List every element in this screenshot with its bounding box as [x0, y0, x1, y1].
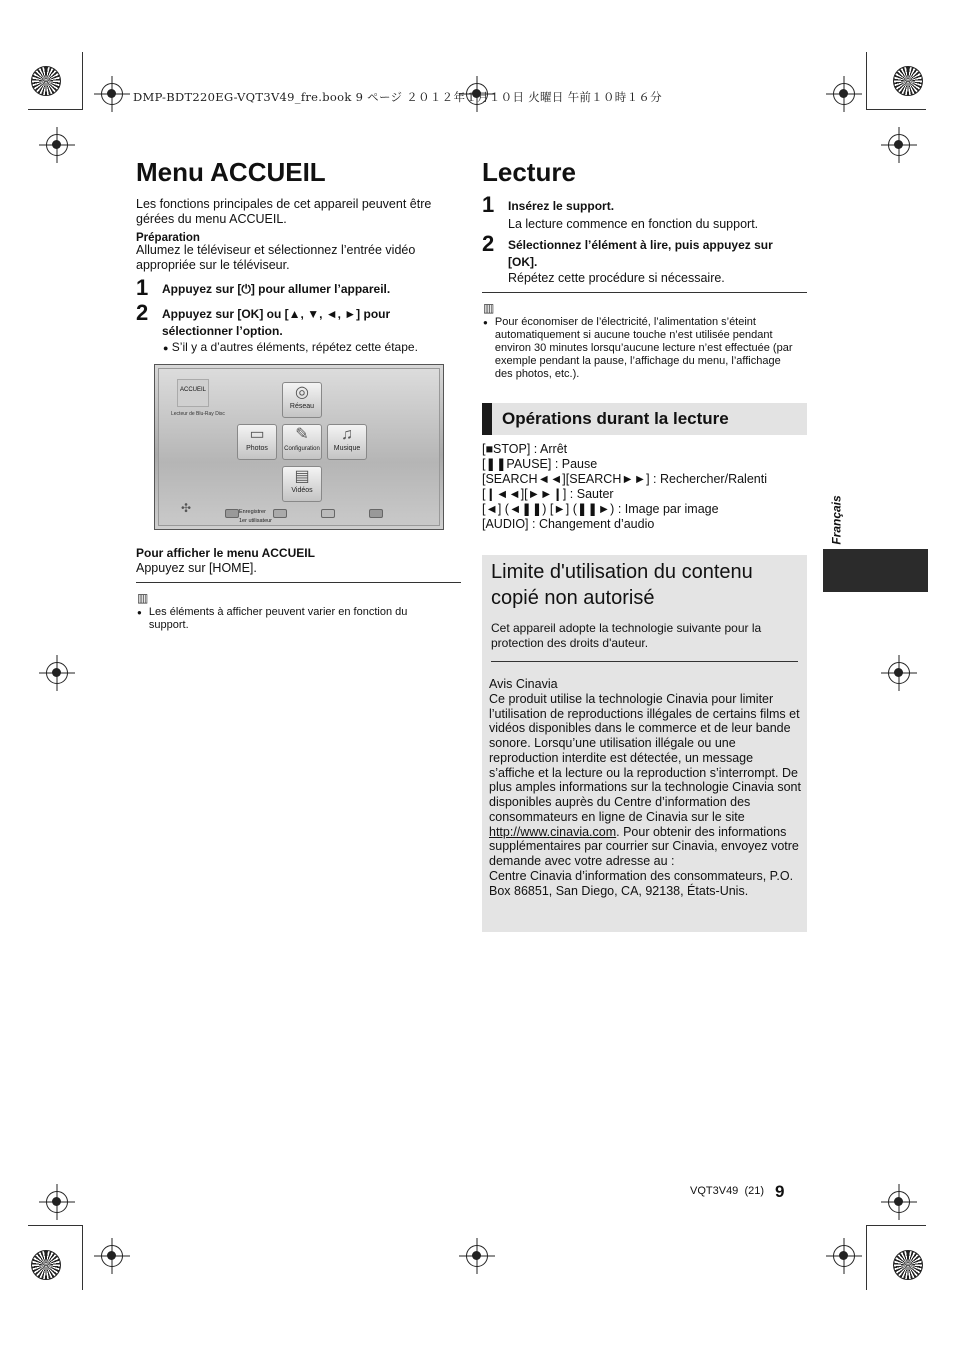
- crop-mark: [82, 1225, 83, 1290]
- crop-mark: [82, 52, 83, 109]
- step-text: Appuyez sur [OK] ou [▲, ▼, ◄, ►] pour sélectionner l’option.: [162, 307, 391, 338]
- red-button-icon: [225, 509, 239, 518]
- divider: [482, 292, 807, 293]
- operation-item: [■STOP] : Arrêt: [482, 442, 568, 456]
- operation-item: [◄] (◄❚❚) [►] (❚❚►) : Image par image: [482, 502, 719, 516]
- book-note-icon: ▥: [483, 301, 495, 315]
- step-bullet-text: S’il y a d’autres éléments, répétez cette étape.: [171, 340, 418, 354]
- registration-rosette-icon: [31, 1250, 61, 1280]
- crop-mark: [866, 109, 926, 110]
- step-number: 2: [482, 231, 495, 256]
- crosshair-target-icon: [101, 83, 123, 105]
- page-title-lecture: Lecture: [482, 157, 576, 187]
- globe-icon: ◎: [295, 384, 309, 401]
- bullet-icon: ●: [137, 608, 142, 617]
- page-number: 9: [775, 1182, 785, 1201]
- device-name: Lecteur de Blu-Ray Disc: [171, 411, 225, 417]
- cinavia-link[interactable]: http://www.cinavia.com: [489, 824, 617, 839]
- preparation-label: Préparation: [136, 232, 200, 244]
- operation-item: [SEARCH◄◄][SEARCH►►] : Rechercher/Ralenti: [482, 472, 767, 486]
- divider: [491, 661, 798, 662]
- crop-mark: [866, 1225, 867, 1290]
- crop-mark: [866, 52, 867, 109]
- step-subtext: Répétez cette procédure si nécessaire.: [508, 271, 725, 285]
- print-header-line: DMP-BDT220EG-VQT3V49_fre.book 9 ページ ２０１２年１月１０日 火曜日 午前１０時１６分: [133, 90, 662, 104]
- cinavia-heading: Limite d'utilisation du contenu copié non autorisé: [491, 561, 753, 609]
- registration-rosette-icon: [31, 66, 61, 96]
- book-note-icon: ▥: [137, 591, 149, 605]
- green-button-icon: [273, 509, 287, 518]
- step-subtext: La lecture commence en fonction du support.: [508, 217, 759, 231]
- operation-item: [❚❚PAUSE] : Pause: [482, 457, 598, 471]
- tile-photos: ▭ Photos: [237, 424, 277, 460]
- cinavia-address: Centre Cinavia d’information des consommateurs, P.O. Box 86851, San Diego, CA, 92138, États-Unis.: [489, 868, 794, 898]
- bullet-icon: ●: [163, 343, 169, 353]
- tile-configuration: ✎ Configuration: [282, 424, 322, 460]
- preparation-text: Allumez le téléviseur et sélectionnez l’entrée vidéo appropriée sur le téléviseur.: [136, 243, 416, 272]
- menu-accueil-label: ACCUEIL: [177, 379, 209, 407]
- note-text: Les éléments à afficher peuvent varier en fonction du support.: [148, 606, 408, 631]
- heading-marker: [482, 403, 492, 435]
- step-text: Insérez le support.: [508, 199, 615, 213]
- note-bullet: [137, 606, 447, 632]
- yellow-button-icon: [321, 509, 335, 518]
- film-icon: ▤: [294, 468, 310, 485]
- crosshair-target-icon: [46, 1191, 68, 1213]
- step-text: Appuyez sur [⏻] pour allumer l’appareil.: [162, 282, 391, 296]
- home-menu-screenshot: [154, 364, 444, 530]
- note-bullet: [483, 316, 803, 381]
- operations-list: [482, 442, 807, 532]
- section-heading-operations: [482, 403, 807, 435]
- section-heading-text: Opérations durant la lecture: [502, 409, 729, 428]
- crosshair-target-icon: [46, 134, 68, 156]
- footer-code: VQT3V49 (21): [690, 1185, 764, 1197]
- crop-mark: [866, 1225, 926, 1226]
- operation-item: [❙◄◄][►►❙] : Sauter: [482, 487, 614, 501]
- cinavia-notice-body: Ce produit utilise la technologie Cinavia pour limiter l’utilisation de reproductions illégales de certains films et vidéos disponibles dans le commerce et de leur bande sonore. Lorsqu’une utilisation illégale ou une reproduction interdite est détectée, un message s’affiche et la lecture ou la reproduction s’interrompt. De plus amples informations sur la technologie Cinavia sont disponibles auprès du Centre d’information des consommateurs en ligne de Cinavia sur le site http://www.cinavia.com. Pour obtenir des informations supplémentaires par courrier sur Cinavia, envoyez votre demande avec votre adresse au :: [489, 691, 801, 868]
- intro-text: Les fonctions principales de cet appareil peuvent être gérées du menu ACCUEIL.: [136, 197, 432, 226]
- crosshair-target-icon: [46, 662, 68, 684]
- crop-mark: [28, 109, 83, 110]
- registration-rosette-icon: [893, 1250, 923, 1280]
- tile-reseau: ◎ Réseau: [282, 382, 322, 418]
- language-side-label: Français: [829, 495, 844, 545]
- crosshair-target-icon: [466, 1245, 488, 1267]
- step-text: Sélectionnez l’élément à lire, puis appuyez sur [OK].: [508, 238, 773, 269]
- cinavia-notice-title: Avis Cinavia: [489, 677, 558, 691]
- note-text: Pour économiser de l’électricité, l’alimentation s’éteint automatiquement si aucune touche n’est utilisée pendant environ 30 minutes lorsqu’aucune lecture n’est effectuée (par exemple pendant la pause, l’affichage du menu, l’affichage des photos, etc.).: [494, 316, 793, 380]
- crosshair-target-icon: [833, 83, 855, 105]
- crosshair-target-icon: [833, 1245, 855, 1267]
- cinavia-intro: Cet appareil adopte la technologie suivante pour la protection des droits d'auteur.: [491, 621, 762, 650]
- crosshair-target-icon: [888, 134, 910, 156]
- step-number: 1: [482, 192, 495, 217]
- crosshair-target-icon: [888, 1191, 910, 1213]
- step-bullet: [163, 340, 453, 356]
- tools-icon: ✎: [295, 426, 309, 443]
- operation-item: [AUDIO] : Changement d’audio: [482, 517, 655, 531]
- cinavia-box: [482, 555, 807, 932]
- crosshair-target-icon: [888, 662, 910, 684]
- photos-icon: ▭: [249, 426, 265, 443]
- show-menu-label: Pour afficher le menu ACCUEIL: [136, 546, 315, 560]
- navigation-cross-icon: ✣: [181, 501, 192, 515]
- registration-rosette-icon: [893, 66, 923, 96]
- crop-mark: [28, 1225, 83, 1226]
- divider: [136, 582, 461, 583]
- language-side-tab: [823, 549, 928, 592]
- step-number: 2: [136, 300, 149, 325]
- cinavia-notice: [489, 677, 801, 898]
- page-title-menu-accueil: Menu ACCUEIL: [136, 157, 326, 187]
- step-number: 1: [136, 275, 149, 300]
- tile-musique: ♫ Musique: [327, 424, 367, 460]
- bullet-icon: ●: [483, 318, 488, 327]
- music-icon: ♫: [341, 426, 353, 443]
- show-menu-text: Appuyez sur [HOME].: [136, 561, 257, 575]
- blue-button-icon: [369, 509, 383, 518]
- footer-hint: Enregistrer 1er utilisateur: [239, 509, 273, 524]
- tile-videos: ▤ Vidéos: [282, 466, 322, 502]
- crosshair-target-icon: [101, 1245, 123, 1267]
